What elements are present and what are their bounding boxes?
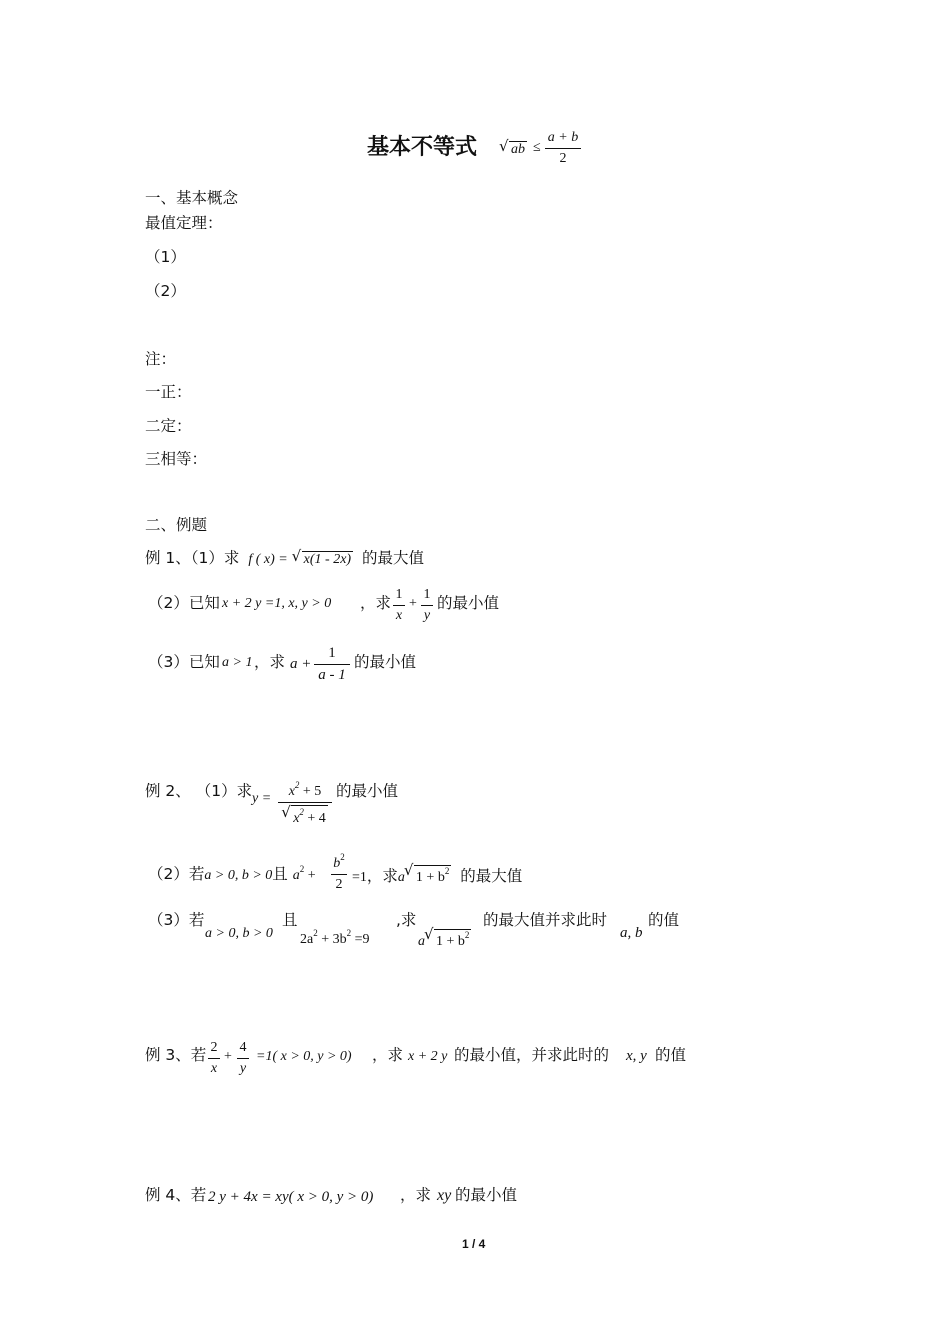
title-fraction: a + b 2 bbox=[545, 130, 581, 167]
ex1-part2-plus: + bbox=[409, 596, 417, 611]
ex2-part3-and: 且 bbox=[282, 911, 298, 929]
ex3-frac1: 2 x bbox=[208, 1040, 220, 1077]
ex2-part1-y: y = bbox=[252, 791, 272, 806]
ex4-mid: ，求 bbox=[400, 1186, 432, 1204]
ex3-frac2: 4 y bbox=[237, 1040, 249, 1077]
ex3-end: 的值 bbox=[655, 1046, 687, 1064]
theorem-item-1: （1） bbox=[145, 248, 186, 266]
title-sqrt-ab: √ ab bbox=[500, 141, 527, 157]
ex2-part3-end: 的值 bbox=[648, 911, 680, 929]
ex2-part3-ab: a, b bbox=[620, 925, 643, 941]
ex1-part3-prefix: （3）已知 bbox=[148, 653, 220, 671]
note-equality: 三相等： bbox=[145, 450, 208, 468]
ex1-part3-mid: ，求 bbox=[254, 653, 286, 671]
ex2-part1-prefix: 例 2、 （1）求 bbox=[145, 782, 253, 800]
ex2-part3-condition: a > 0, b > 0 bbox=[205, 926, 273, 941]
theorem-label: 最值定理： bbox=[145, 214, 223, 232]
ex2-part3-suffix: 的最大值并求此时 bbox=[483, 911, 608, 929]
ex1-part3-condition: a > 1 bbox=[222, 655, 253, 670]
ex2-part3-target: a √ $1 + b^2$ bbox=[418, 929, 471, 949]
note-positive: 一正： bbox=[145, 383, 192, 401]
ex3-mid: ，求 bbox=[372, 1046, 404, 1064]
ex1-part3-suffix: 的最小值 bbox=[354, 653, 417, 671]
ex1-part2-frac2: 1 y bbox=[421, 587, 433, 624]
ex2-part2-rest: =1，求a √ $1 + b^2$ 的最大值 bbox=[352, 865, 522, 885]
ex4-target: xy bbox=[437, 1187, 452, 1204]
ex1-part3-frac: 1 a - 1 bbox=[314, 645, 350, 684]
ex3-suffix: 的最小值，并求此时的 bbox=[454, 1046, 610, 1064]
page-number: 1 / 4 bbox=[462, 1237, 486, 1251]
ex1-part3-a: a + bbox=[290, 656, 312, 672]
ex4-condition: 2 y + 4x = xy( x > 0, y > 0) bbox=[208, 1189, 374, 1205]
ex1-part2-prefix: （2）已知 bbox=[148, 594, 220, 612]
ex1-part2-suffix: 的最小值 bbox=[437, 594, 500, 612]
ex2-part2-frac: $b^2$ 2 bbox=[331, 852, 347, 893]
ex1-part2-condition: x + 2 y =1, x, y > 0 bbox=[222, 596, 332, 611]
ex3-target: x + 2 y bbox=[408, 1049, 448, 1064]
ex3-xy: x, y bbox=[626, 1048, 647, 1064]
section2-heading: 二、例题 bbox=[145, 516, 208, 534]
section1-heading: 一、基本概念 bbox=[145, 189, 239, 207]
ex4-suffix: 的最小值 bbox=[455, 1186, 518, 1204]
ex2-part1-suffix: 的最小值 bbox=[336, 782, 399, 800]
ex3-plus: + bbox=[224, 1049, 232, 1064]
theorem-item-2: （2） bbox=[145, 282, 186, 300]
ex4-prefix: 例 4、若 bbox=[145, 1186, 207, 1204]
ex1-part1: 例 1、（1）求 f ( x) = √ x(1 - 2x) 的最大值 bbox=[145, 551, 424, 567]
ex2-part3-mid: ,求 bbox=[396, 911, 417, 929]
ex2-part1-frac: $x^2 + 5$ √ $x^2 + 4$ bbox=[278, 780, 332, 827]
note-label: 注： bbox=[145, 350, 177, 368]
ex3-condition: =1( x > 0, y > 0) bbox=[256, 1049, 352, 1064]
ex3-prefix: 例 3、若 bbox=[145, 1046, 207, 1064]
ex1-part2-mid: ，求 bbox=[360, 594, 392, 612]
title-le: ≤ bbox=[533, 140, 541, 155]
note-constant: 二定： bbox=[145, 417, 192, 435]
page-title: 基本不等式 bbox=[367, 134, 478, 160]
ex2-part3-prefix: （3）若 bbox=[148, 911, 205, 929]
ex2-part2: （2）若a > 0, b > 0且 $a^2$ + bbox=[148, 864, 316, 883]
ex1-part2-frac1: 1 x bbox=[393, 587, 405, 624]
ex2-part3-equation: $2a^2 + 3b^2 =9$ bbox=[300, 928, 370, 947]
